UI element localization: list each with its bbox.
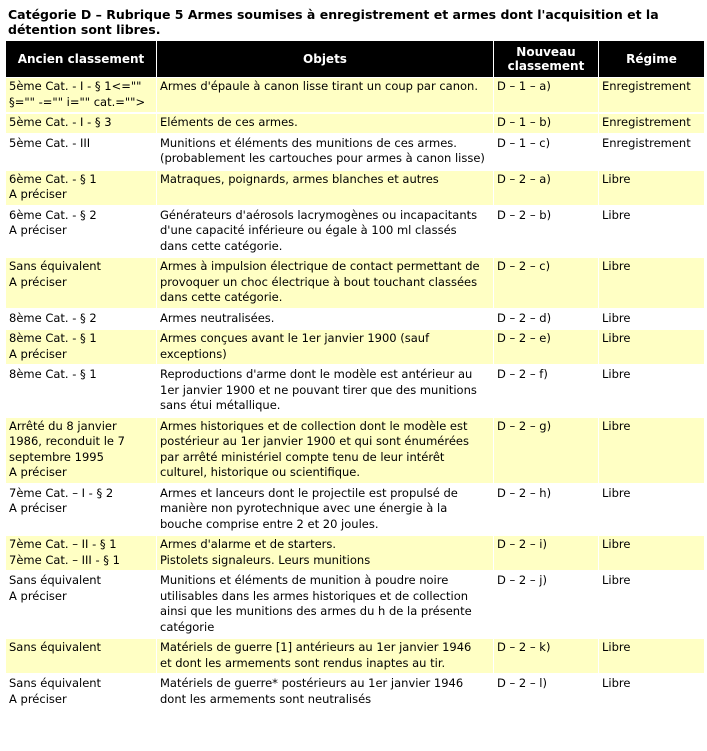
table-row (6, 134, 705, 170)
cell-nouveau-classement: D – 2 – b) (494, 206, 599, 258)
table-row (6, 309, 705, 330)
cell-objets: Armes à impulsion électrique de contact permettant de provoquer un choc électrique à bout touchant classées dans cette catégorie. (157, 257, 494, 309)
cell-objets: Reproductions d'arme dont le modèle est antérieur au 1er janvier 1900 et ne pouvant tirer que des munitions sans étui métallique. (157, 365, 494, 417)
cell-objets: Eléments de ces armes. (157, 113, 494, 134)
cell-regime: Libre (599, 170, 705, 206)
table-row (6, 674, 705, 710)
cell-objets: Munitions et éléments des munitions de ces armes. (probablement les cartouches pour armes à canon lisse) (157, 134, 494, 170)
cell-nouveau-classement: D – 2 – f) (494, 365, 599, 417)
cell-nouveau-classement: D – 2 – c) (494, 257, 599, 309)
cell-ancien-classement: 8ème Cat. - § 2 (6, 309, 157, 330)
table-row (6, 571, 705, 638)
cell-nouveau-classement: D – 1 – a) (494, 78, 599, 114)
cell-ancien-classement: 7ème Cat. – II - § 1 7ème Cat. – III - § 1 (6, 535, 157, 571)
cell-objets: Armes historiques et de collection dont le modèle est postérieur au 1er janvier 1900 et qui sont énumérées par arrêté ministériel compte tenu de leur intérêt culturel, historique ou scientifique. (157, 417, 494, 484)
cell-objets: Munitions et éléments de munition à poudre noire utilisables dans les armes historiques et de collection ainsi que les munitions des armes du h de la présente catégorie (157, 571, 494, 638)
cell-ancien-classement: 6ème Cat. - § 2 A préciser (6, 206, 157, 258)
table-row (6, 257, 705, 309)
cell-ancien-classement: 5ème Cat. - III (6, 134, 157, 170)
table-row (6, 329, 705, 365)
table-row (6, 417, 705, 484)
table-row (6, 78, 705, 114)
cell-nouveau-classement: D – 2 – l) (494, 674, 599, 710)
cell-objets: Armes d'épaule à canon lisse tirant un coup par canon. (157, 78, 494, 114)
cell-objets: Matériels de guerre* postérieurs au 1er janvier 1946 dont les armements sont neutralisés (157, 674, 494, 710)
cell-nouveau-classement: D – 2 – a) (494, 170, 599, 206)
cell-nouveau-classement: D – 2 – g) (494, 417, 599, 484)
cell-ancien-classement: Sans équivalent A préciser (6, 571, 157, 638)
cell-ancien-classement: 5ème Cat. - I - § 1<="" §="" -="" i="" cat.=""> (6, 78, 157, 114)
table-row (6, 365, 705, 417)
cell-ancien-classement: 5ème Cat. - I - § 3 (6, 113, 157, 134)
table-row (6, 113, 705, 134)
cell-ancien-classement: 6ème Cat. - § 1 A préciser (6, 170, 157, 206)
cell-regime: Libre (599, 257, 705, 309)
cell-nouveau-classement: D – 2 – d) (494, 309, 599, 330)
cell-objets: Armes neutralisées. (157, 309, 494, 330)
table-row (6, 170, 705, 206)
column-header-ancien-classement: Ancien classement (6, 41, 157, 78)
column-header-nouveau-classement: Nouveau classement (494, 41, 599, 78)
cell-regime: Libre (599, 674, 705, 710)
cell-regime: Enregistrement (599, 134, 705, 170)
cell-ancien-classement: 8ème Cat. - § 1 (6, 365, 157, 417)
cell-objets: Matériels de guerre [1] antérieurs au 1er janvier 1946 et dont les armements sont rendus inaptes au tir. (157, 638, 494, 674)
cell-regime: Enregistrement (599, 78, 705, 114)
cell-ancien-classement: Sans équivalent A préciser (6, 257, 157, 309)
table-row (6, 484, 705, 536)
table-row (6, 638, 705, 674)
cell-regime: Libre (599, 309, 705, 330)
column-header-objets: Objets (157, 41, 494, 78)
cell-objets: Armes conçues avant le 1er janvier 1900 (sauf exceptions) (157, 329, 494, 365)
cell-regime: Libre (599, 571, 705, 638)
cell-regime: Libre (599, 417, 705, 484)
cell-nouveau-classement: D – 2 – k) (494, 638, 599, 674)
cell-nouveau-classement: D – 1 – b) (494, 113, 599, 134)
cell-ancien-classement: Sans équivalent (6, 638, 157, 674)
classification-table (5, 40, 705, 711)
cell-objets: Générateurs d'aérosols lacrymogènes ou incapacitants d'une capacité inférieure ou égale à 100 ml classés dans cette catégorie. (157, 206, 494, 258)
table-header-row (6, 41, 705, 78)
cell-nouveau-classement: D – 2 – h) (494, 484, 599, 536)
cell-nouveau-classement: D – 2 – e) (494, 329, 599, 365)
cell-objets: Armes et lanceurs dont le projectile est propulsé de manière non pyrotechnique avec une énergie à la bouche comprise entre 2 et 20 joules. (157, 484, 494, 536)
cell-objets: Matraques, poignards, armes blanches et autres (157, 170, 494, 206)
table-body (6, 78, 705, 711)
cell-ancien-classement: 7ème Cat. – I - § 2 A préciser (6, 484, 157, 536)
cell-regime: Libre (599, 329, 705, 365)
cell-regime: Enregistrement (599, 113, 705, 134)
document-title: Catégorie D – Rubrique 5 Armes soumises à enregistrement et armes dont l'acquisition et la détention sont libres. (8, 7, 659, 37)
cell-regime: Libre (599, 535, 705, 571)
cell-nouveau-classement: D – 2 – j) (494, 571, 599, 638)
column-header-regime: Régime (599, 41, 705, 78)
table-row (6, 206, 705, 258)
cell-ancien-classement: Arrêté du 8 janvier 1986, reconduit le 7 septembre 1995 A préciser (6, 417, 157, 484)
table-row (6, 535, 705, 571)
cell-ancien-classement: Sans équivalent A préciser (6, 674, 157, 710)
cell-ancien-classement: 8ème Cat. - § 1 A préciser (6, 329, 157, 365)
cell-regime: Libre (599, 484, 705, 536)
cell-nouveau-classement: D – 2 – i) (494, 535, 599, 571)
cell-regime: Libre (599, 638, 705, 674)
cell-regime: Libre (599, 206, 705, 258)
cell-regime: Libre (599, 365, 705, 417)
cell-nouveau-classement: D – 1 – c) (494, 134, 599, 170)
cell-objets: Armes d'alarme et de starters. Pistolets signaleurs. Leurs munitions (157, 535, 494, 571)
